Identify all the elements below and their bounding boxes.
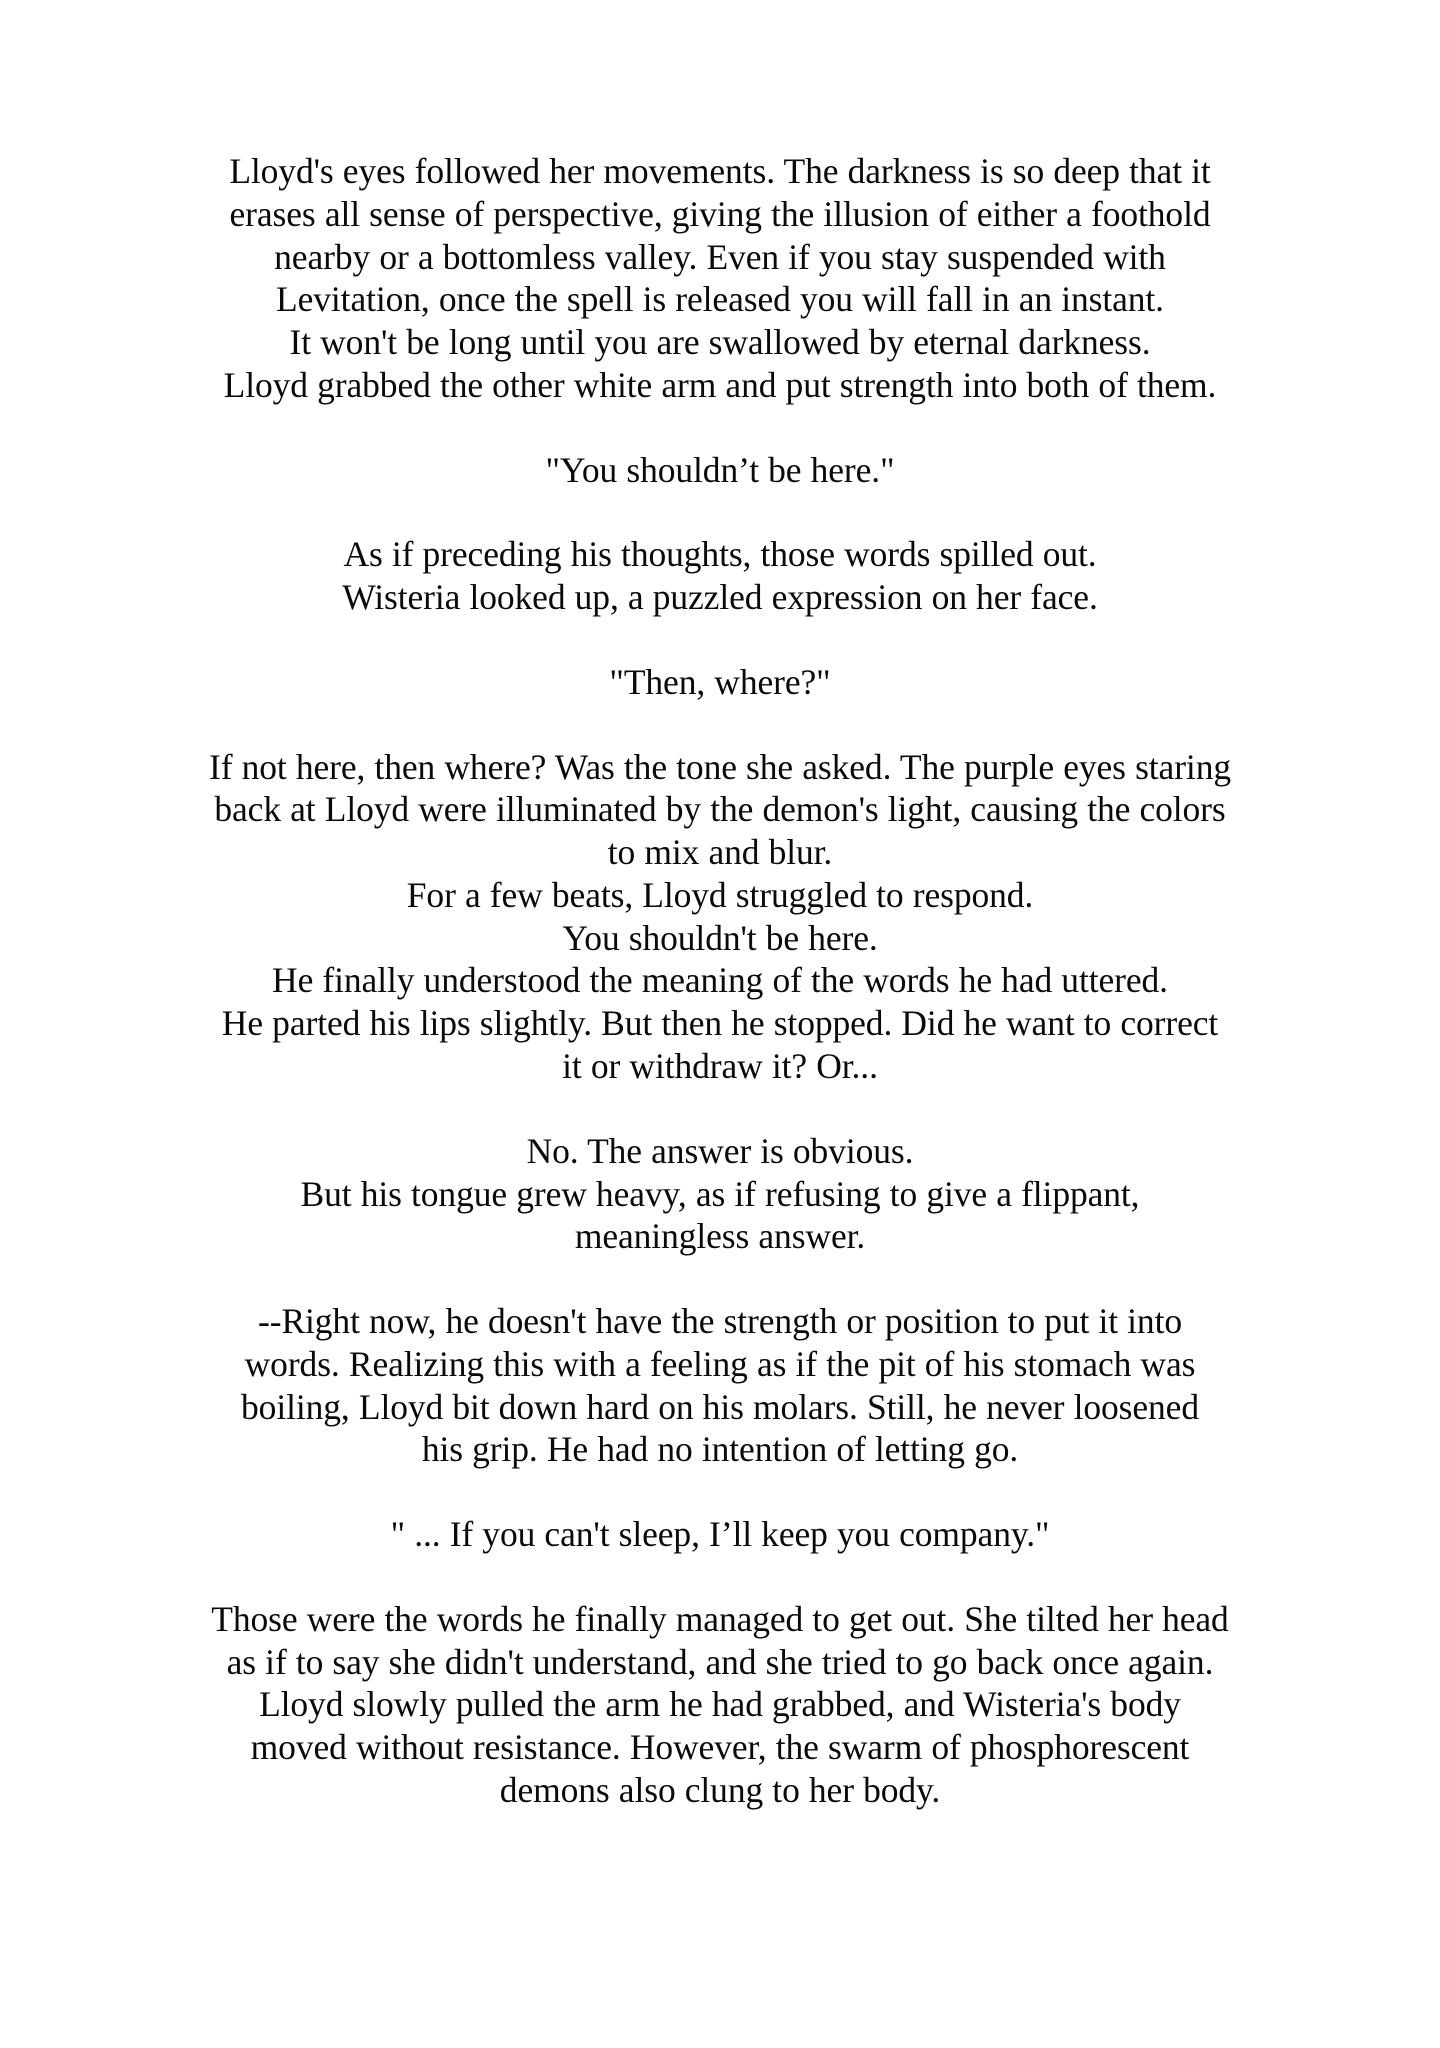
text-line: his grip. He had no intention of letting go. (421, 1429, 1019, 1470)
text-line: words. Realizing this with a feeling as if the pit of his stomach was (244, 1343, 1196, 1384)
paragraph-spacer (100, 1088, 1340, 1130)
text-line: nearby or a bottomless valley. Even if you stay suspended with (274, 236, 1166, 277)
text-line: to mix and blur. (607, 832, 833, 873)
text-line: It won't be long until you are swallowed by eternal darkness. (289, 322, 1151, 363)
paragraph-block-4 (100, 1130, 1340, 1258)
text-line: boiling, Lloyd bit down hard on his molars. Still, he never loosened (241, 1386, 1199, 1427)
paragraph-spacer (100, 407, 1340, 449)
paragraph-spacer (100, 704, 1340, 746)
paragraph-spacer (100, 1471, 1340, 1513)
text-line: You shouldn't be here. (562, 917, 878, 958)
text-line: He finally understood the meaning of the words he had uttered. (272, 960, 1168, 1001)
text-line: Lloyd slowly pulled the arm he had grabbed, and Wisteria's body (259, 1684, 1181, 1725)
dialogue-line: "You shouldn’t be here." (545, 449, 895, 490)
paragraph-block-5 (100, 1300, 1340, 1471)
text-line: Levitation, once the spell is released you will fall in an instant. (276, 279, 1164, 320)
paragraph-spacer (100, 1258, 1340, 1300)
paragraph-spacer (100, 491, 1340, 533)
paragraph-block-1 (100, 150, 1340, 407)
text-line: Lloyd grabbed the other white arm and put strength into both of them. (223, 364, 1217, 405)
paragraph-block-3 (100, 746, 1340, 1088)
text-line: Wisteria looked up, a puzzled expression on her face. (342, 577, 1098, 618)
text-line: Those were the words he finally managed to get out. She tilted her head (211, 1598, 1229, 1639)
dialogue-block-2 (100, 661, 1340, 704)
text-line: If not here, then where? Was the tone she asked. The purple eyes staring (209, 746, 1231, 787)
text-line: --Right now, he doesn't have the strength or position to put it into (258, 1301, 1182, 1342)
text-line: it or withdraw it? Or... (562, 1046, 878, 1087)
text-line: He parted his lips slightly. But then he stopped. Did he want to correct (221, 1003, 1219, 1044)
paragraph-block-6 (100, 1598, 1340, 1812)
dialogue-block-3 (100, 1513, 1340, 1556)
text-line: But his tongue grew heavy, as if refusing to give a flippant, (300, 1173, 1140, 1214)
dialogue-line: " ... If you can't sleep, I’ll keep you company." (390, 1514, 1050, 1555)
text-line: back at Lloyd were illuminated by the demon's light, causing the colors (214, 789, 1226, 830)
dialogue-line: "Then, where?" (609, 661, 831, 702)
text-line: Lloyd's eyes followed her movements. The darkness is so deep that it (229, 151, 1211, 191)
prose-body (100, 150, 1340, 1812)
text-line: As if preceding his thoughts, those words spilled out. (343, 534, 1097, 575)
text-line: demons also clung to her body. (499, 1769, 941, 1810)
text-line: No. The answer is obvious. (526, 1130, 914, 1171)
paragraph-block-2 (100, 533, 1340, 619)
paragraph-spacer (100, 619, 1340, 661)
text-line: moved without resistance. However, the swarm of phosphorescent (250, 1727, 1190, 1768)
text-line: as if to say she didn't understand, and she tried to go back once again. (226, 1641, 1214, 1682)
paragraph-spacer (100, 1556, 1340, 1598)
text-line: meaningless answer. (574, 1216, 866, 1257)
dialogue-block-1 (100, 449, 1340, 492)
text-line: erases all sense of perspective, giving the illusion of either a foothold (229, 193, 1211, 234)
text-line: For a few beats, Lloyd struggled to respond. (406, 874, 1034, 915)
